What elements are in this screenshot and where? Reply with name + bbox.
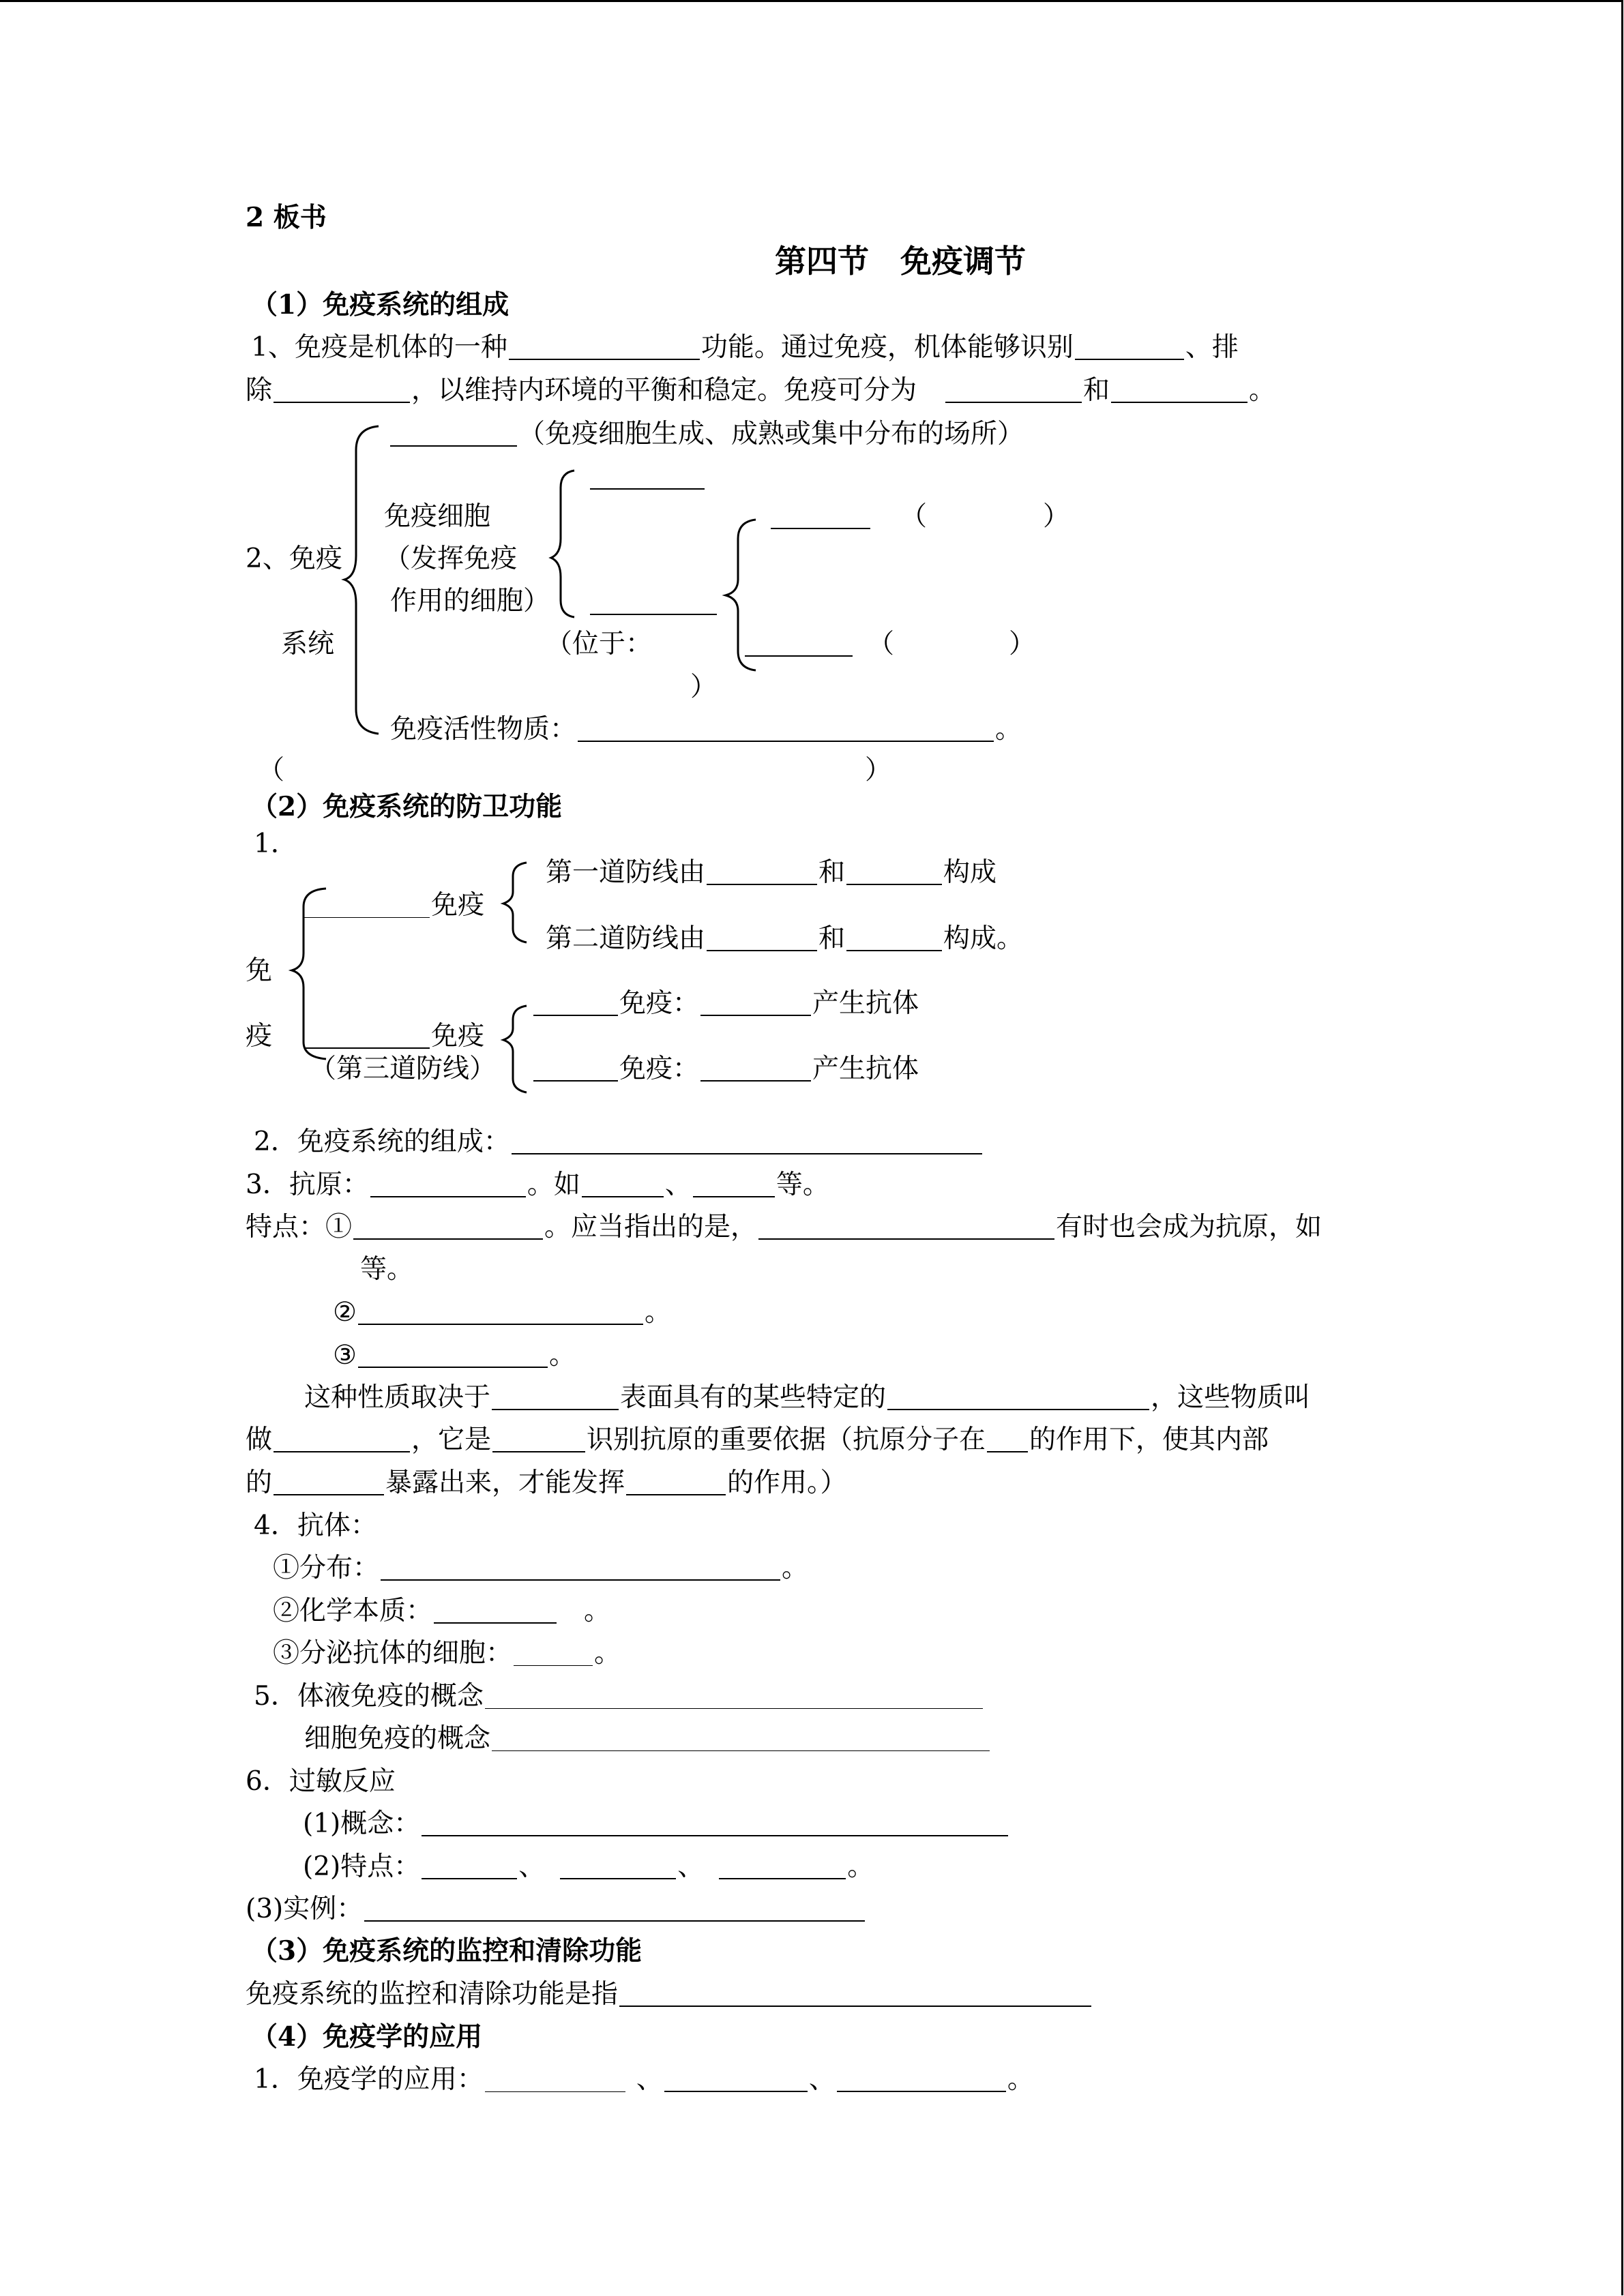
blank-feature2[interactable]	[358, 1300, 643, 1325]
property-b: 表面具有的某些特定的	[620, 1382, 887, 1413]
antibody-nature-period: 。	[584, 1596, 611, 1626]
q1-text-d: 除	[246, 375, 273, 406]
q1-text-b: 功能。通过免疫，机体能够识别	[700, 332, 1074, 363]
active-substance-line	[390, 716, 1022, 743]
bracket-immune-cells	[551, 471, 574, 617]
antibody-q4: 4．抗体：	[254, 1510, 377, 1541]
blank-active-substance[interactable]	[578, 717, 994, 742]
sub-immune-1: 免疫：	[619, 988, 700, 1019]
monitoring-line	[246, 1981, 1093, 2008]
nonspecific-line	[303, 892, 484, 919]
immune-cells-l1: 免疫细胞	[384, 501, 491, 532]
blank-defense1-x[interactable]	[707, 861, 817, 885]
blank-specific[interactable]	[304, 1024, 430, 1049]
side-immune-bottom: 疫	[246, 1021, 273, 1052]
antigen-line	[246, 1169, 829, 1200]
feature-b: 。应当指出的是，	[544, 1212, 758, 1242]
antibody-1: 产生抗体	[812, 988, 919, 1019]
q1-text-e: ，以维持内环境的平衡和稳定。免疫可分为	[411, 375, 917, 406]
humoral-concept	[254, 1683, 984, 1710]
bracket-specific	[503, 1006, 527, 1092]
blank-sub-immune-2[interactable]	[533, 1057, 618, 1082]
allergy-dun-1: 、	[518, 1851, 546, 1882]
section-3-heading: （3）免疫系统的监控和清除功能	[251, 1935, 643, 1967]
t-cell-line	[769, 503, 1069, 530]
defense-line2	[546, 925, 1023, 952]
property-e: ，它是	[411, 1425, 492, 1455]
bracket-nonspecific	[503, 863, 527, 942]
blank-antibody-2[interactable]	[700, 1057, 811, 1082]
label-immune: 2、免疫	[246, 543, 342, 574]
property-c: ，这些物质叫	[1151, 1382, 1311, 1413]
property-line3	[246, 1467, 847, 1498]
located-label: （位于：	[546, 629, 653, 659]
antigen-d: 等。	[776, 1169, 829, 1200]
blank-feature1[interactable]	[353, 1215, 543, 1240]
blank-application-1[interactable]	[485, 2068, 625, 2092]
defense1-c: 构成	[943, 857, 997, 888]
blank-antibody-cell[interactable]	[514, 1642, 593, 1666]
blank-antigen-def[interactable]	[370, 1173, 526, 1197]
nonspecific-label: 免疫	[431, 890, 485, 921]
blank-nonspecific[interactable]	[304, 894, 430, 918]
defense-line1	[546, 859, 996, 886]
sec2-q1-num: 1．	[254, 829, 297, 859]
antibody-nature-label: ②化学本质：	[273, 1596, 433, 1626]
property-f: 识别抗原的重要依据（抗原分子在	[587, 1425, 986, 1455]
allergy-concept-label: (1)概念：	[303, 1808, 421, 1839]
property-d: 做	[246, 1425, 273, 1455]
feature-c: 有时也会成为抗原，如	[1056, 1212, 1323, 1242]
t-cell-close: ）	[1043, 501, 1070, 532]
sec2-q2-label: 2．免疫系统的组成：	[254, 1127, 510, 1157]
blank-allergy-concept[interactable]	[422, 1812, 1008, 1836]
antigen-c: 、	[664, 1169, 692, 1200]
monitoring-label: 免疫系统的监控和清除功能是指	[246, 1979, 619, 2010]
feature-a: 特点：①	[246, 1212, 353, 1242]
humoral-line	[532, 990, 919, 1017]
immune-cells-l3: 作用的细胞）	[390, 586, 550, 616]
feature-3-mark: ③	[333, 1340, 357, 1371]
allergy-features-period: 。	[847, 1851, 874, 1882]
blank-antibody-nature[interactable]	[434, 1599, 557, 1624]
blank-property-name[interactable]	[274, 1428, 410, 1452]
property-g: 的作用下，使其内部	[1029, 1425, 1269, 1455]
blank-phagocyte[interactable]	[590, 465, 705, 490]
active-substance-label: 免疫活性物质：	[390, 714, 577, 745]
blank-system-composition[interactable]	[512, 1130, 982, 1154]
allergy-q6: 6．过敏反应	[246, 1766, 396, 1797]
cellular-concept-label: 细胞免疫的概念	[304, 1723, 491, 1754]
antibody-nature	[273, 1598, 610, 1624]
blank-allergy-f3[interactable]	[719, 1855, 846, 1879]
q1-text-c: 、排	[1185, 332, 1239, 363]
property-j: 的作用。）	[727, 1467, 847, 1498]
antibody-cell	[273, 1640, 621, 1667]
antibody-cell-period: 。	[594, 1638, 621, 1669]
blank-self-antigen[interactable]	[758, 1215, 1054, 1240]
feature-2-mark: ②	[333, 1297, 357, 1328]
organ-line	[389, 421, 1024, 447]
application-dun-2: 、	[808, 2064, 836, 2095]
defense2-a: 第二道防线由	[546, 923, 706, 954]
application-dun-1: 、	[636, 2064, 663, 2095]
side-immune-top: 免	[246, 955, 273, 986]
blank-allergy-f2[interactable]	[560, 1855, 676, 1879]
blank-defense1-y[interactable]	[846, 861, 942, 885]
property-line2	[246, 1427, 1269, 1453]
label-system: 系统	[281, 629, 335, 659]
antibody-cell-label: ③分泌抗体的细胞：	[273, 1638, 513, 1669]
defense2-c: 构成。	[943, 923, 1024, 954]
blank-allergy-example[interactable]	[364, 1897, 865, 1922]
q1-text-g: 。	[1249, 375, 1276, 406]
section-2-heading: （2）免疫系统的防卫功能	[251, 791, 563, 822]
allergy-concept	[303, 1810, 1009, 1837]
blank-monitoring[interactable]	[619, 1982, 1091, 2007]
active-substance-period: 。	[995, 714, 1022, 745]
section-4-heading: （4）免疫学的应用	[251, 2021, 483, 2053]
blank-humoral-concept[interactable]	[485, 1685, 983, 1709]
allergy-features	[303, 1853, 874, 1880]
third-defense-label: （第三道防线）	[310, 1054, 497, 1084]
application-label: 1．免疫学的应用：	[254, 2064, 484, 2095]
blank-cellular-concept[interactable]	[492, 1727, 990, 1751]
page-title: 第四节 免疫调节	[775, 243, 1026, 280]
q1-text-a: 1、免疫是机体的一种	[251, 332, 507, 363]
sec2-q2-line	[254, 1129, 984, 1155]
blank-application-2[interactable]	[664, 2068, 808, 2092]
bracket-immune-system	[344, 426, 379, 734]
blank-property-cell[interactable]	[492, 1428, 585, 1452]
blank-property-role[interactable]	[626, 1471, 726, 1495]
feature-3-period: 。	[548, 1340, 576, 1371]
property-a: 这种性质取决于	[304, 1382, 491, 1413]
section-1-heading: （1）免疫系统的组成	[251, 289, 510, 320]
blank-feature3[interactable]	[358, 1343, 548, 1368]
blank-antibody-1[interactable]	[700, 992, 811, 1016]
q1-text-f: 和	[1083, 375, 1110, 406]
blank-immune-organ[interactable]	[390, 422, 517, 447]
b-cell-open: （	[868, 629, 895, 659]
active-close-paren: ）	[865, 755, 892, 786]
property-i: 暴露出来，才能发挥	[385, 1467, 625, 1498]
active-open-paren: （	[258, 755, 285, 786]
feature-line3	[333, 1342, 576, 1369]
antigen-a: 3．抗原：	[246, 1169, 369, 1200]
defense1-b: 和	[818, 857, 846, 888]
antibody-distribution	[273, 1555, 808, 1581]
b-cell-line	[743, 631, 1035, 657]
organ-note: （免疫细胞生成、成熟或集中分布的场所）	[518, 419, 1024, 449]
feature-2-period: 。	[644, 1297, 671, 1328]
feature-line1	[246, 1214, 1322, 1240]
blank-allergy-f1[interactable]	[422, 1855, 517, 1879]
blank-b-cell[interactable]	[745, 632, 853, 657]
defense2-b: 和	[818, 923, 846, 954]
blank-defense2-x[interactable]	[707, 927, 817, 951]
feature-d: 等。	[360, 1254, 414, 1285]
humoral-concept-label: 5．体液免疫的概念	[254, 1681, 484, 1712]
blank-antigen-ex2[interactable]	[693, 1173, 775, 1197]
allergy-example-label: (3)实例：	[246, 1894, 364, 1924]
specific-line	[303, 1021, 485, 1052]
sub-immune-2: 免疫：	[619, 1054, 700, 1084]
blank-property-enzyme[interactable]	[987, 1428, 1028, 1452]
blank-property-inner[interactable]	[274, 1471, 384, 1495]
antibody-distribution-label: ①分布：	[273, 1553, 380, 1583]
application-line	[254, 2066, 1034, 2093]
defense1-a: 第一道防线由	[546, 857, 706, 888]
antigen-b: 。如	[527, 1169, 580, 1200]
board-heading: 2 板书	[246, 202, 327, 233]
allergy-dun-2: 、	[677, 1851, 705, 1882]
blank-antibody-distribution[interactable]	[381, 1556, 780, 1581]
blank-sub-immune-1[interactable]	[533, 992, 618, 1016]
specific-label: 免疫	[431, 1021, 485, 1052]
located-close: ）	[690, 672, 718, 702]
blank-application-3[interactable]	[837, 2068, 1006, 2092]
feature-line2	[333, 1299, 671, 1326]
property-h: 的	[246, 1467, 273, 1498]
application-period: 。	[1007, 2064, 1034, 2095]
blank-t-cell[interactable]	[771, 505, 870, 529]
blank-property-surface[interactable]	[492, 1386, 619, 1410]
b-cell-close: ）	[1009, 629, 1036, 659]
blank-antigen-ex1[interactable]	[582, 1173, 664, 1197]
immune-cells-l2: （发挥免疫	[384, 543, 518, 574]
antibody-distribution-period: 。	[782, 1553, 809, 1583]
allergy-example	[246, 1896, 866, 1922]
property-line1	[304, 1384, 1310, 1411]
t-cell-open: （	[900, 501, 928, 532]
cellular-concept	[304, 1725, 991, 1752]
blank-property-group[interactable]	[887, 1386, 1149, 1410]
cellular-line	[532, 1056, 919, 1082]
antibody-2: 产生抗体	[812, 1054, 919, 1084]
blank-lymphocyte[interactable]	[590, 591, 717, 615]
blank-defense2-y[interactable]	[846, 927, 942, 951]
allergy-features-label: (2)特点：	[303, 1851, 421, 1882]
